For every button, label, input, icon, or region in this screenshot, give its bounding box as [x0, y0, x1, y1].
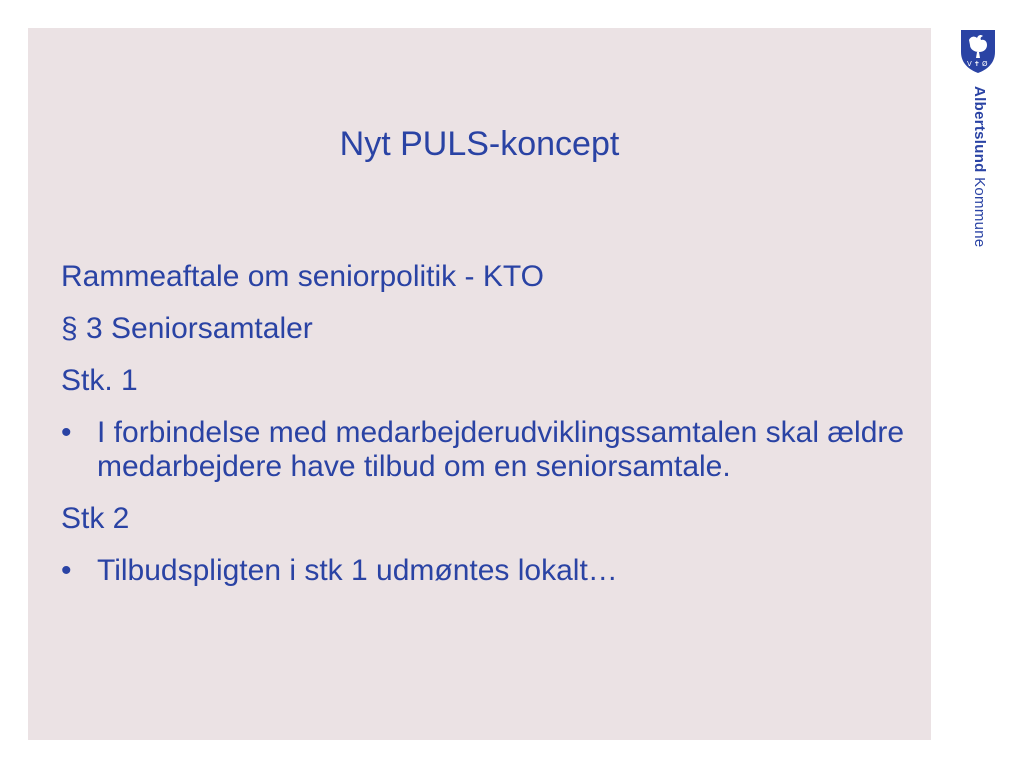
- svg-text:Ø: Ø: [982, 60, 988, 68]
- stk1-line: Stk. 1: [61, 364, 138, 397]
- brand-name: Albertslund: [971, 86, 988, 173]
- svg-text:V: V: [967, 60, 972, 68]
- bullet-item-1: [61, 416, 911, 484]
- shield-rooster-icon: [959, 28, 997, 74]
- agreement-line: Rammeaftale om seniorpolitik - KTO: [61, 260, 544, 293]
- slide-title: Nyt PULS-koncept: [339, 125, 620, 163]
- slide-body: [61, 260, 911, 606]
- brand-wordmark: [971, 86, 988, 248]
- bullet-text-2: Tilbudspligten i stk 1 udmøntes lokalt…: [97, 554, 618, 587]
- bullet-text-1: I forbindelse med medarbejderudviklingssamtalen skal ældre medarbejdere have tilbud om en seniorsamtale.: [97, 416, 905, 483]
- slide-panel: [28, 28, 931, 740]
- section-line: § 3 Seniorsamtaler: [61, 312, 313, 345]
- bullet-dot: •: [61, 416, 72, 449]
- brand-suffix: Kommune: [971, 177, 988, 248]
- bullet-item-2: [61, 554, 911, 588]
- stk2-line: Stk 2: [61, 502, 130, 535]
- bullet-dot: •: [61, 554, 72, 587]
- svg-text:✝: ✝: [974, 60, 980, 68]
